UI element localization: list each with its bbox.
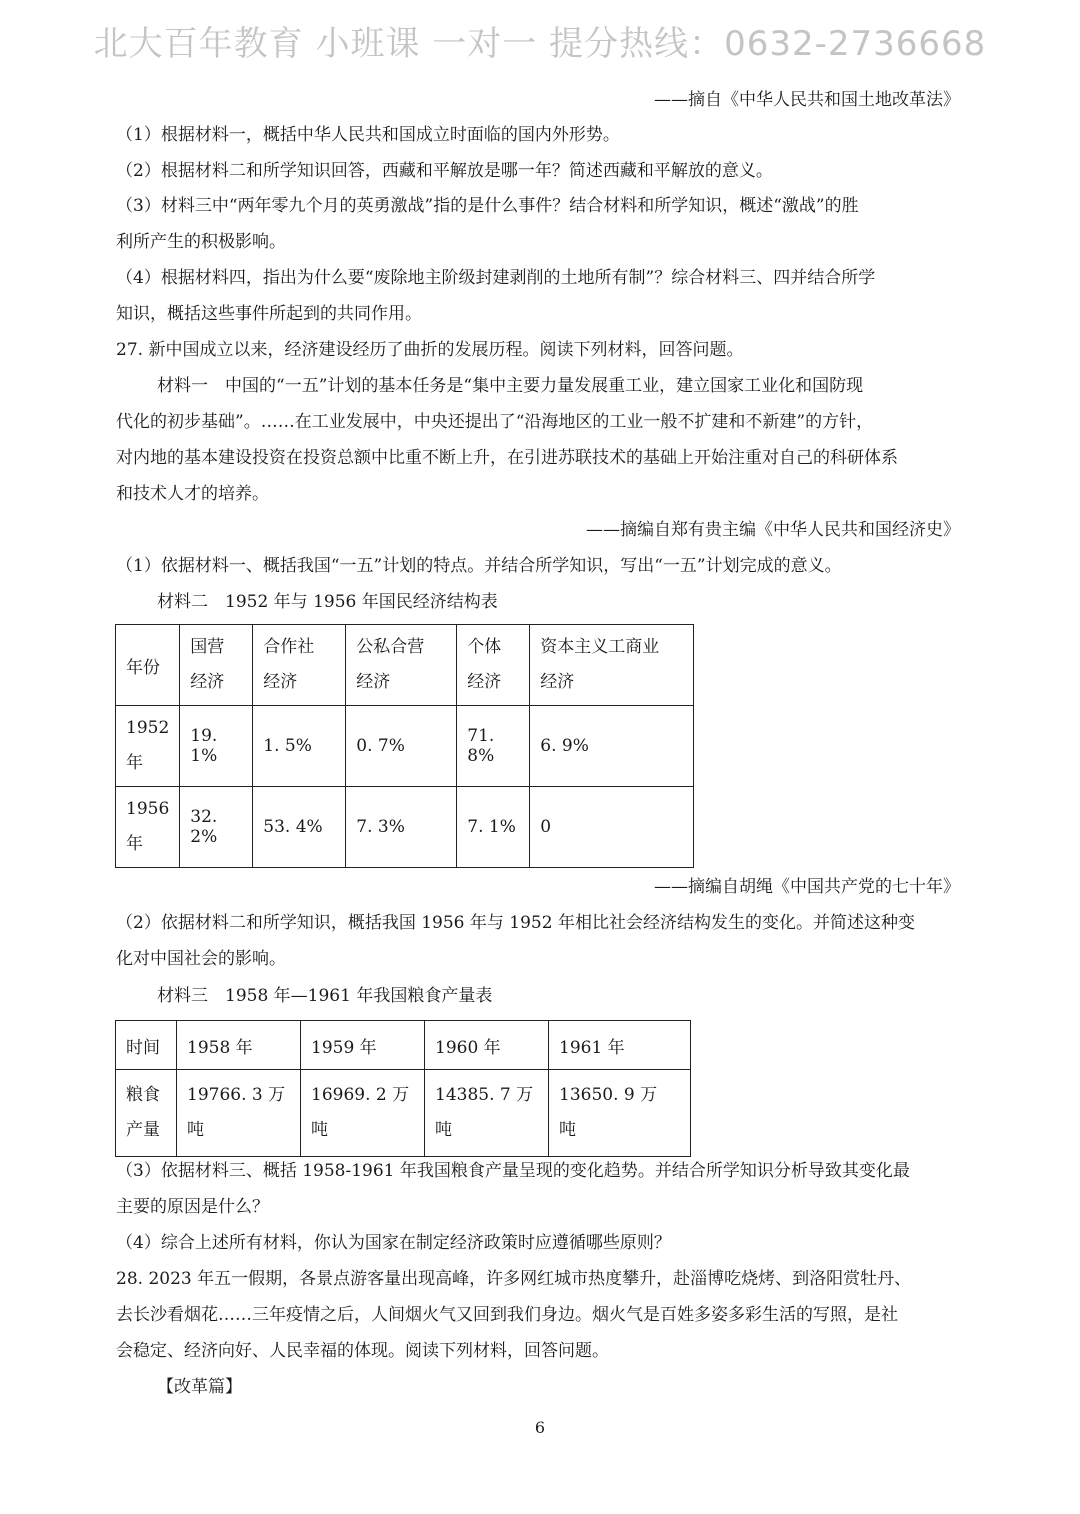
header-cell-time: 时间 bbox=[116, 1021, 177, 1070]
economic-structure-table bbox=[115, 624, 694, 868]
page-number: 6 bbox=[534, 1418, 546, 1437]
header-cell: 公私合营 经济 bbox=[346, 625, 457, 706]
q27-sub3-line1: （3）依据材料三、概括 1958-1961 年我国粮食产量呈现的变化趋势。并结合所学知识分析导致其变化最 bbox=[116, 1161, 910, 1181]
q27-sub2-line2: 化对中国社会的影响。 bbox=[116, 949, 286, 969]
header-cell: 1960 年 bbox=[425, 1021, 549, 1070]
q27-material1-line2: 代化的初步基础”。……在工业发展中，中央还提出了“沿海地区的工业一般不扩建和不新建”的方针， bbox=[116, 412, 874, 432]
q28-line2: 去长沙看烟花……三年疫情之后，人间烟火气又回到我们身边。烟火气是百姓多姿多彩生活的写照，是社 bbox=[116, 1305, 898, 1325]
q27-sub4: （4）综合上述所有材料，你认为国家在制定经济政策时应遵循哪些原则？ bbox=[116, 1233, 671, 1253]
table-cell: 53. 4% bbox=[253, 787, 346, 868]
table-cell: 0. 7% bbox=[346, 706, 457, 787]
table-row bbox=[116, 787, 694, 868]
source-citation-land-reform: ——摘自《中华人民共和国土地改革法》 bbox=[654, 90, 960, 110]
header-cell: 资本主义工商业 经济 bbox=[530, 625, 694, 706]
q27-material3-title: 材料三 1958 年—1961 年我国粮食产量表 bbox=[157, 986, 493, 1006]
header-cell: 1959 年 bbox=[301, 1021, 425, 1070]
header-cell: 国营 经济 bbox=[180, 625, 253, 706]
q26-sub4-line1: （4）根据材料四，指出为什么要“废除地主阶级封建剥削的土地所有制”？综合材料三、四并结合所学 bbox=[116, 268, 876, 288]
row-label: 粮食 产量 bbox=[116, 1070, 177, 1157]
q26-sub3-line2: 利所产生的积极影响。 bbox=[116, 232, 286, 252]
table-cell: 19766. 3 万 吨 bbox=[177, 1070, 301, 1157]
q27-material2-title: 材料二 1952 年与 1956 年国民经济结构表 bbox=[157, 592, 498, 612]
q27-sub2-line1: （2）依据材料二和所学知识，概括我国 1956 年与 1952 年相比社会经济结构发生的变化。并简述这种变 bbox=[116, 913, 915, 933]
table-cell: 0 bbox=[530, 787, 694, 868]
watermark: 北大百年教育 小班课 一对一 提分热线：0632-2736668 bbox=[93, 24, 987, 64]
q27-material1-line4: 和技术人才的培养。 bbox=[116, 484, 269, 504]
q26-sub1: （1）根据材料一，概括中华人民共和国成立时面临的国内外形势。 bbox=[116, 125, 620, 145]
table-cell: 71. 8% bbox=[457, 706, 530, 787]
table-cell: 1. 5% bbox=[253, 706, 346, 787]
q26-sub2: （2）根据材料二和所学知识回答，西藏和平解放是哪一年？简述西藏和平解放的意义。 bbox=[116, 161, 773, 181]
table-cell: 7. 1% bbox=[457, 787, 530, 868]
table-cell: 16969. 2 万 吨 bbox=[301, 1070, 425, 1157]
q28-line1: 28. 2023 年五一假期，各景点游客量出现高峰，许多网红城市热度攀升，赴淄博吃烧烤、到洛阳赏牡丹、 bbox=[116, 1269, 912, 1289]
q28-line3: 会稳定、经济向好、人民幸福的体现。阅读下列材料，回答问题。 bbox=[116, 1341, 609, 1361]
header-cell: 个体 经济 bbox=[457, 625, 530, 706]
q27-intro: 27. 新中国成立以来，经济建设经历了曲折的发展历程。阅读下列材料，回答问题。 bbox=[116, 340, 744, 360]
table-header-row bbox=[116, 625, 694, 706]
table-cell: 13650. 9 万 吨 bbox=[549, 1070, 691, 1157]
table-cell: 6. 9% bbox=[530, 706, 694, 787]
q26-sub4-line2: 知识，概括这些事件所起到的共同作用。 bbox=[116, 304, 422, 324]
table-cell: 32. 2% bbox=[180, 787, 253, 868]
header-cell: 1958 年 bbox=[177, 1021, 301, 1070]
table-header-row bbox=[116, 1021, 691, 1070]
q28-section-heading: 【改革篇】 bbox=[157, 1377, 242, 1397]
header-cell-year: 年份 bbox=[116, 625, 180, 706]
table-cell: 19. 1% bbox=[180, 706, 253, 787]
q27-material1-line3: 对内地的基本建设投资在投资总额中比重不断上升，在引进苏联技术的基础上开始注重对自己的科研体系 bbox=[116, 448, 898, 468]
q27-material1-line1: 材料一 中国的“一五”计划的基本任务是“集中主要力量发展重工业，建立国家工业化和国防现 bbox=[157, 376, 864, 396]
header-cell: 合作社 经济 bbox=[253, 625, 346, 706]
table-row bbox=[116, 1070, 691, 1157]
table-row bbox=[116, 706, 694, 787]
q27-sub1: （1）依据材料一、概括我国“一五”计划的特点。并结合所学知识，写出“一五”计划完成的意义。 bbox=[116, 556, 842, 576]
header-cell: 1961 年 bbox=[549, 1021, 691, 1070]
q27-material2-source: ——摘编自胡绳《中国共产党的七十年》 bbox=[654, 877, 960, 897]
table-cell: 14385. 7 万 吨 bbox=[425, 1070, 549, 1157]
q26-sub3-line1: （3）材料三中“两年零九个月的英勇激战”指的是什么事件？结合材料和所学知识，概述“激战”的胜 bbox=[116, 196, 859, 216]
grain-output-table bbox=[115, 1020, 691, 1157]
q27-material1-source: ——摘编自郑有贵主编《中华人民共和国经济史》 bbox=[586, 520, 960, 540]
q27-sub3-line2: 主要的原因是什么？ bbox=[116, 1197, 269, 1217]
row-year: 1956 年 bbox=[116, 787, 180, 868]
row-year: 1952 年 bbox=[116, 706, 180, 787]
table-cell: 7. 3% bbox=[346, 787, 457, 868]
